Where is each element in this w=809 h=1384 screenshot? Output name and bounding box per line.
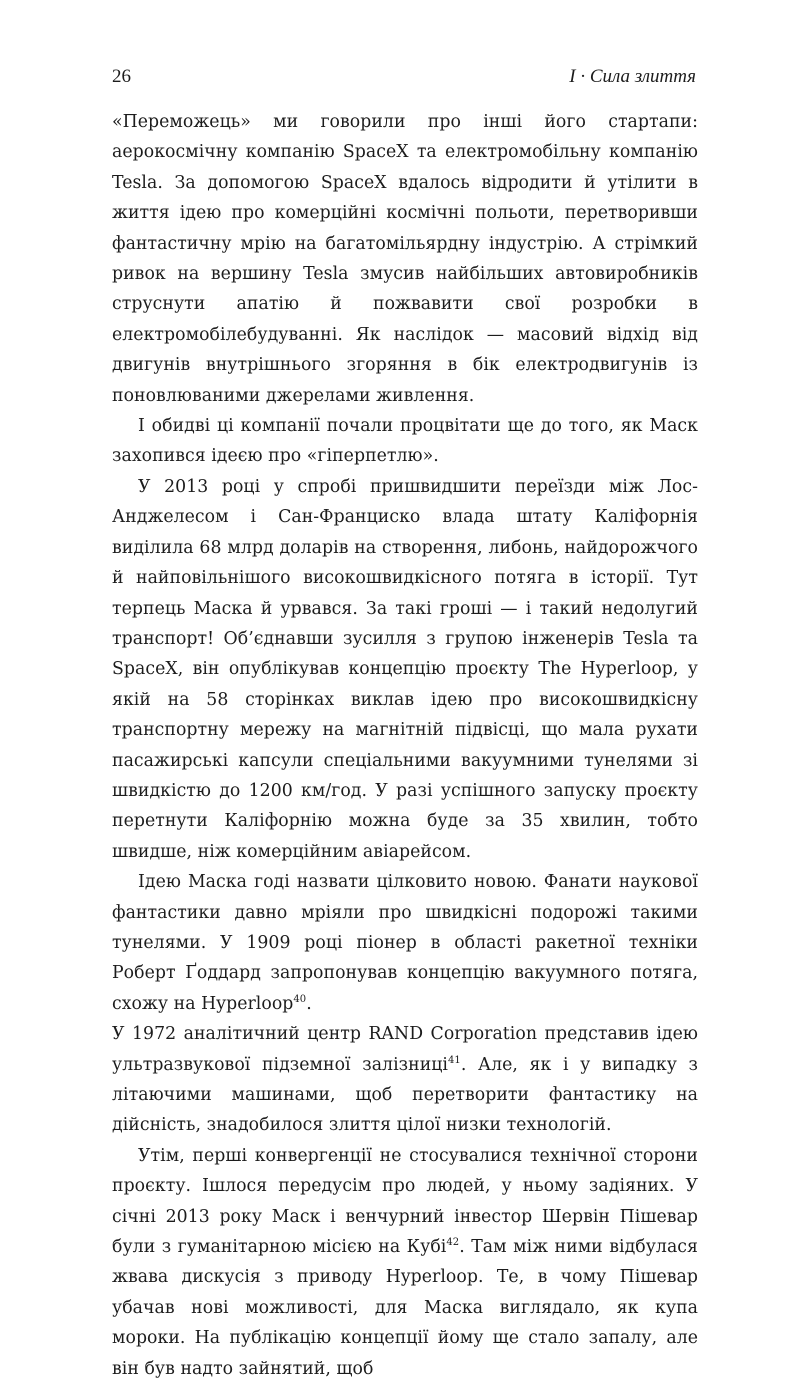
paragraph-2 <box>112 411 698 472</box>
paragraph-6-text: Утім, перші конвергенції не стосувалися технічної сторони проєкту. Ішлося передусім про людей, у ньому задіяних. У січні 2013 року Маск і венчурний інвестор Шервін Пішевар були з гуманітарною місією на Кубі <box>112 1145 698 1258</box>
paragraph-6-tail: . Там між ними відбулася жвава дискусія з приводу Hyperloop. Те, в чому Пішевар убачав нові можливості, для Маска виглядало, як купа мороки. На публікацію концепції йому ще стало запалу, але він був надто зайнятий, щоб <box>112 1237 698 1379</box>
paragraph-3-text: У 2013 році у спробі пришвидшити переїзди між Лос-Анджелесом і Сан-Франциско влада штату Каліфорнія виділила 68 млрд доларів на створення, либонь, найдорожчого й найповільнішого високошвидкісного потяга в історії. Тут терпець Маска й урвався. За такі гроші — і такий недолугий транспорт! Об’єднавши зусилля з групою інженерів Tesla та SpaceX, він опублікував концепцію проєкту The Hyperloop, у якій на 58 сторінках виклав ідею про високошвидкісну транспортну мережу на магнітній підвісці, що мала рухати пасажирські капсули спеціальними вакуумними тунелями зі швидкістю до 1200 км/год. У разі успішного запуску проєкту перетнути Каліфорнію можна буде за 35 хвилин, тобто швидше, ніж комерційним авіарейсом. <box>112 476 698 862</box>
page-header <box>112 66 696 90</box>
footnote-ref-40[interactable]: 40 <box>293 994 307 1006</box>
page-number: 26 <box>112 66 131 87</box>
paragraph-1-text: «Переможець» ми говорили про інші його стартапи: аерокосмічну компанію SpaceX та електромобільну компанію Tesla. За допомогою SpaceX вдалось відродити й утілити в життя ідею про комерційні космічні польоти, перетворивши фантастичну мрію на багатомільярдну індустрію. А стрімкий ривок на вершину Tesla змусив найбільших автовиробників струснути апатію й пожвавити свої розробки в електромобілебудуванні. Як наслідок — масовий відхід від двигунів внутрішнього згоряння в бік електродвигунів із поновлюваними джерелами живлення. <box>112 112 698 406</box>
footnote-ref-41[interactable]: 41 <box>448 1054 461 1066</box>
paragraph-2-text: І обидві ці компанії почали процвітати ще до того, як Маск захопився ідеєю про «гіперпетлю». <box>112 416 698 467</box>
footnote-ref-42[interactable]: 42 <box>446 1237 460 1249</box>
paragraph-1 <box>112 107 698 411</box>
paragraph-5-text: У 1972 аналітичний центр RAND Corporation представив ідею ультразвукової підземної залізниці <box>112 1024 698 1075</box>
running-head: I · Сила злиття <box>569 66 696 87</box>
paragraph-5-tail: . Але, як і у випадку з літаючими машинами, щоб перетворити фантастику на дійсність, знадобилося злиття цілої низки технологій. <box>112 1054 699 1136</box>
paragraph-5 <box>112 1019 698 1141</box>
body-text <box>112 107 698 1384</box>
paragraph-4-text: Ідею Маска годі назвати цілковито новою. Фанати наукової фантастики давно мріяли про швидкісні подорожі такими тунелями. У 1909 році піонер в області ракетної техніки Роберт Ґоддард запропонував концепцію вакуумного потяга, схожу на Hyperloop <box>112 872 698 1014</box>
paragraph-4 <box>112 867 698 1019</box>
paragraph-6 <box>112 1141 698 1384</box>
paragraph-3 <box>112 472 698 867</box>
paragraph-4-tail: . <box>306 993 312 1014</box>
